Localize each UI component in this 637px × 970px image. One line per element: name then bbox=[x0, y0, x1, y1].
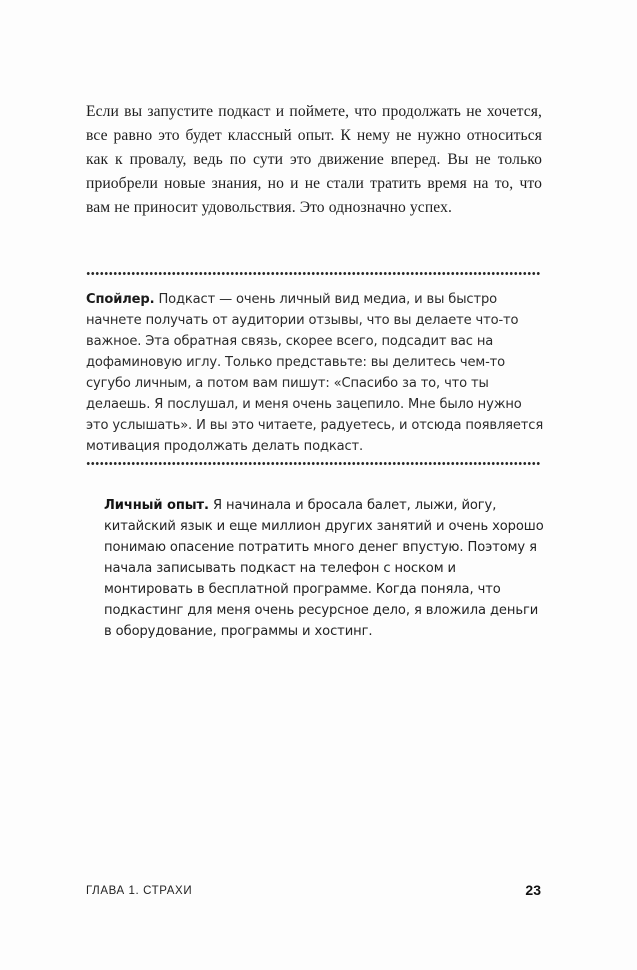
dotted-divider-top bbox=[86, 271, 540, 276]
spoiler-text: Подкаст — очень личный вид медиа, и вы быстро начнете получать от аудитории отзывы, что вы делаете что-то важное. Эта обратная связь, скорее всего, подсадит вас на дофаминовую иглу. Только представьте: вы делитесь чем-то сугубо личным, а потом вам пишут: «Спасибо за то, что ты делаешь. Я послушал, и меня очень зацепило. Мне было нужно это услышать». И вы это читаете, радуетесь, и отсюда появляется мотивация продолжать делать подкаст. bbox=[86, 292, 544, 454]
main-paragraph: Если вы запустите подкаст и поймете, что продолжать не хочется, все равно это будет классный опыт. К нему не нужно относиться как к провалу, ведь по сути это движение вперед. Вы не только приобрели новые знания, но и не стали тратить время на то, что вам не приносит удовольствия. Это однозначно успех. bbox=[86, 103, 542, 216]
chapter-running-head: ГЛАВА 1. СТРАХИ bbox=[86, 885, 193, 897]
page-number: 23 bbox=[525, 882, 541, 898]
spoiler-block bbox=[86, 289, 546, 457]
personal-experience-text: Я начинала и бросала балет, лыжи, йогу, китайский язык и еще миллион других занятий и очень хорошо понимаю опасение потратить много денег впустую. Поэтому я начала записывать подкаст на телефон с носком и монтировать в бесплатной программе. Когда поняла, что подкастинг для меня очень ресурсное дело, я вложила деньги в оборудование, программы и хостинг. bbox=[104, 498, 544, 639]
dotted-divider-bottom bbox=[86, 461, 540, 466]
personal-experience-lead: Личный опыт. bbox=[104, 498, 209, 513]
spoiler-lead: Спойлер. bbox=[86, 292, 155, 307]
personal-experience-block bbox=[104, 495, 544, 642]
